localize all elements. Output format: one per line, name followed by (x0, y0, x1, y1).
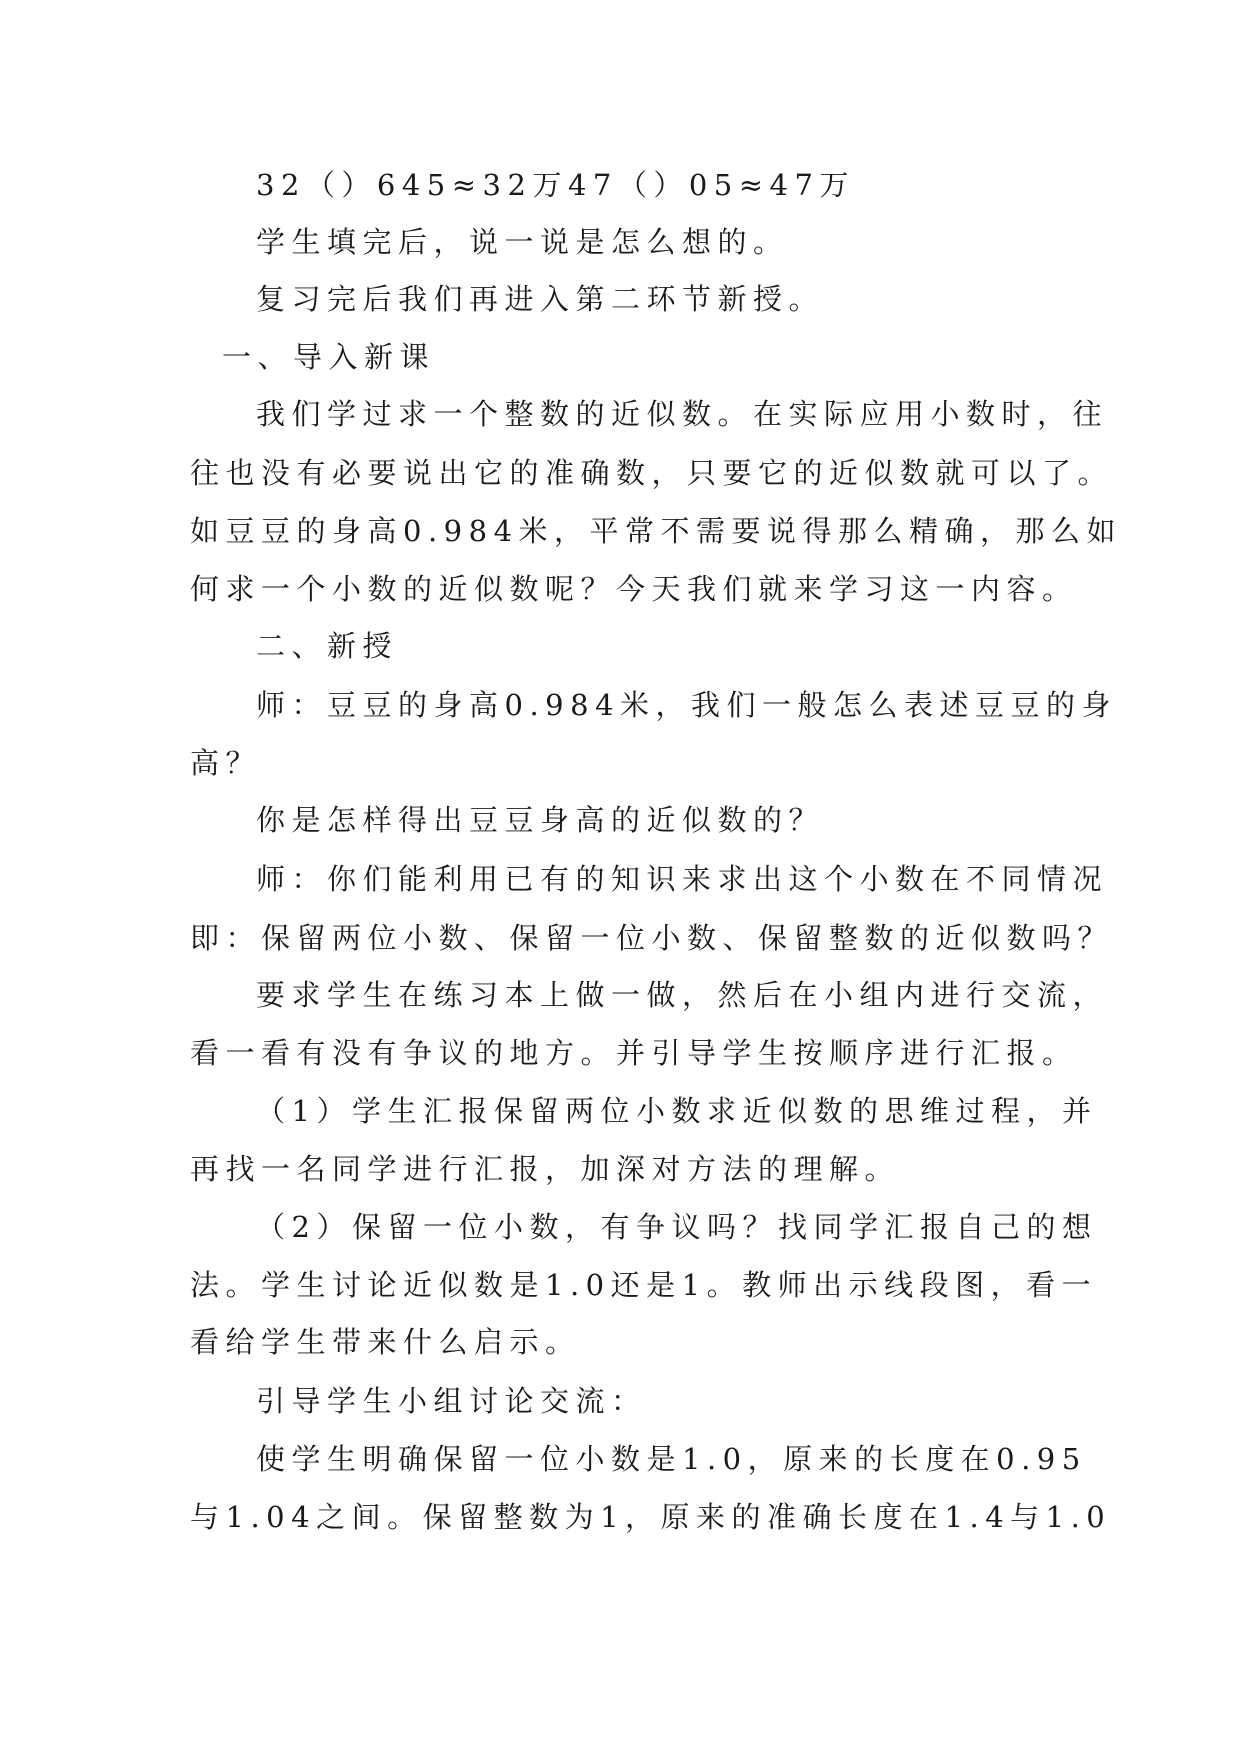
text-line: 再找一名同学进行汇报，加深对方法的理解。 (190, 1152, 901, 1186)
text-line: 引导学生小组讨论交流： (256, 1384, 647, 1418)
text-line: 往也没有必要说出它的准确数，只要它的近似数就可以了。 (190, 456, 1114, 490)
text-line: 何求一个小数的近似数呢？今天我们就来学习这一内容。 (190, 572, 1078, 606)
text-line: （2）保留一位小数，有争议吗？找同学汇报自己的想 (256, 1210, 1098, 1244)
text-line: 我们学过求一个整数的近似数。在实际应用小数时，往 (256, 397, 1109, 431)
section-heading: 二、新授 (256, 629, 399, 663)
text-line: 高？ (190, 746, 262, 780)
text-line: 师：豆豆的身高0.984米，我们一般怎么表述豆豆的身 (256, 688, 1118, 722)
text-line: 你是怎样得出豆豆身高的近似数的？ (256, 803, 825, 837)
text-line: （1）学生汇报保留两位小数求近似数的思维过程，并 (256, 1094, 1098, 1128)
text-line: 与1.04之间。保留整数为1，原来的准确长度在1.4与1.0 (190, 1500, 1112, 1534)
text-line: 即：保留两位小数、保留一位小数、保留整数的近似数吗？ (190, 921, 1114, 955)
text-line: 要求学生在练习本上做一做，然后在小组内进行交流， (256, 978, 1109, 1012)
text-line: 如豆豆的身高0.984米，平常不需要说得那么精确，那么如 (190, 514, 1123, 548)
text-line: 看给学生带来什么启示。 (190, 1325, 581, 1359)
text-line: 师：你们能利用已有的知识来求出这个小数在不同情况 (256, 862, 1109, 896)
text-line: 学生填完后，说一说是怎么想的。 (256, 225, 789, 259)
text-line: 使学生明确保留一位小数是1.0，原来的长度在0.95 (256, 1442, 1087, 1476)
text-line: 32（）645≈32万47（）05≈47万 (256, 168, 855, 202)
text-line: 复习完后我们再进入第二环节新授。 (256, 282, 825, 316)
text-line: 法。学生讨论近似数是1.0还是1。教师出示线段图，看一 (190, 1268, 1098, 1302)
section-heading: 一、导入新课 (222, 340, 436, 374)
text-line: 看一看有没有争议的地方。并引导学生按顺序进行汇报。 (190, 1036, 1078, 1070)
